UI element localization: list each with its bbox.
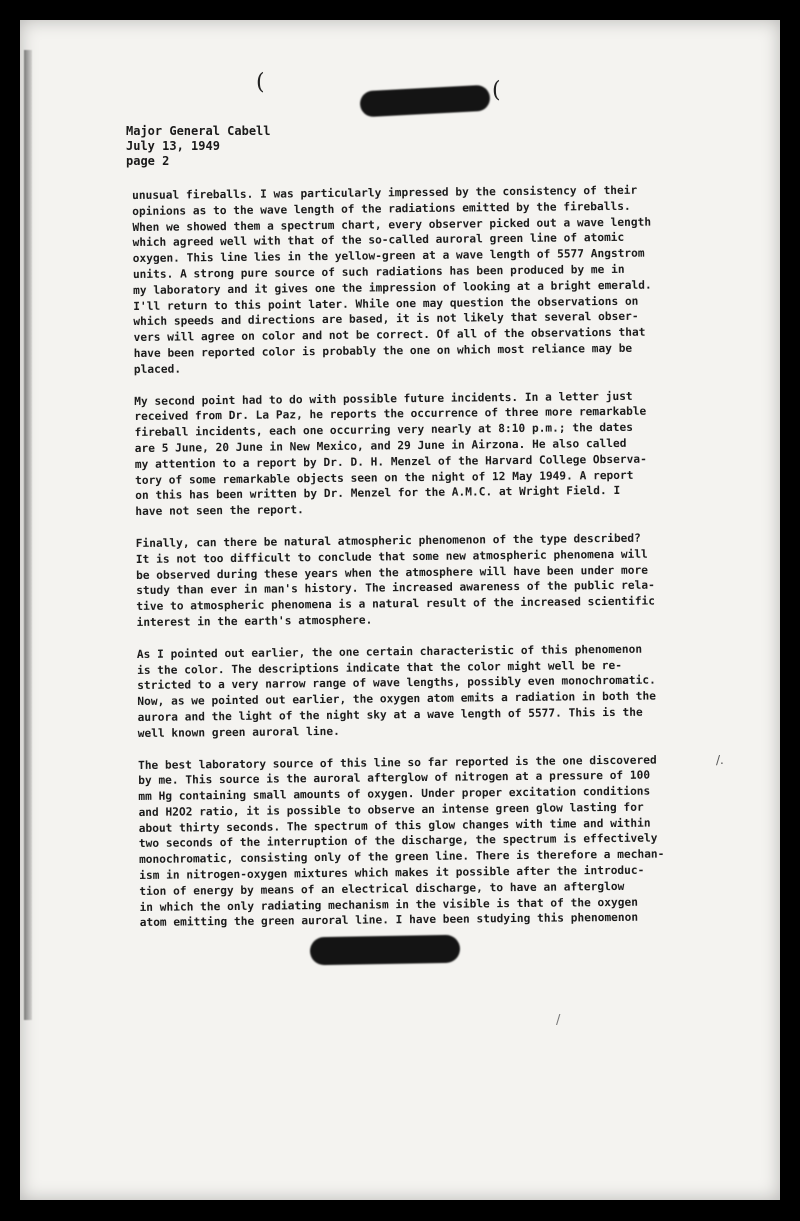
pencil-mark: ( (256, 70, 265, 95)
redaction-bottom (310, 935, 460, 966)
paragraph: As I pointed out earlier, the one certain characteristic of this phenomenon is the color. The descriptions indicate that the color might well be re- stricted to a very narrow range of wave lengths, possibly even monochromatic. Now, as we pointed out earlier, the oxygen atom emits a radiation in both the aurora and the light of the night sky at a wave length of 5577. This is the well known green auroral line. (136, 642, 657, 740)
date-line: July 13, 1949 (126, 139, 220, 153)
pencil-mark: ( (492, 78, 501, 103)
letter-header (126, 124, 271, 169)
page-number-line: page 2 (126, 154, 170, 168)
redaction-top (359, 85, 490, 118)
recipient-line: Major General Cabell (126, 124, 271, 138)
letter-body (132, 182, 740, 948)
paragraph: Finally, can there be natural atmospheric phenomenon of the type described? It is not too difficult to conclude that some new atmospheric phenomena will be observed during these years when the atmosphere will have been under more study than ever in man's history. The increased awareness of the public rela- tive to atmospheric phenomena is a natural result of the increased scientific interest in the earth's atmosphere. (135, 531, 656, 629)
stray-mark: /. (716, 753, 724, 767)
paragraph: unusual fireballs. I was particularly impressed by the consistency of their opinions as to the wave length of the radiations emitted by the fireballs. When we showed them a spectrum chart, every observer picked out a wave length which agreed well with that of the so-called auroral green line of atomic oxygen. This line lies in the yellow-green at a wave length of 5577 Angstrom units. A strong pure source of such radiations has been produced by me in my laboratory and it gives one the impression of looking at a bright emerald. I'll return to this point later. While one may question the observations on which speeds and directions are based, it is not likely that several obser- vers will agree on color and not be correct. Of all of the observations that have been reported color is probably the one on which most reliance may be placed. (132, 183, 652, 376)
paragraph: The best laboratory source of this line so far reported is the one discovered by me. This source is the auroral afterglow of nitrogen at a pressure of 100 mm Hg containing small amounts of oxygen. Under proper excitation conditions and H2O2 ratio, it is possible to observe an intense green glow lasting for about thirty seconds. The spectrum of this glow changes with time and within two seconds of the interruption of the discharge, the spectrum is effectively monochromatic, consisting only of the green line. There is therefore a mechan- ism in nitrogen-oxygen mixtures which makes it possible after the introduc- tion of energy by means of an electrical discharge, to have an afterglow in which the only radiating mechanism in the visible is that of the oxygen atom emitting the green auroral line. I have been studying this phenomenon (137, 753, 665, 930)
stray-mark: / (556, 1013, 561, 1028)
document-page (20, 20, 780, 1200)
paragraph: My second point had to do with possible future incidents. In a letter just received from Dr. La Paz, he reports the occurrence of three more remarkable fireball incidents, each one occurring very nearly at 8:10 p.m.; the dates are 5 June, 20 June in New Mexico, and 29 June in Airzona. He also called my attention to a report by Dr. D. H. Menzel of the Harvard College Observa- tory of some remarkable objects seen on the night of 12 May 1949. A report on this has been written by Dr. Menzel for the A.M.C. at Wright Field. I have not seen the report. (134, 389, 647, 519)
scan-edge-streak (24, 50, 32, 1020)
